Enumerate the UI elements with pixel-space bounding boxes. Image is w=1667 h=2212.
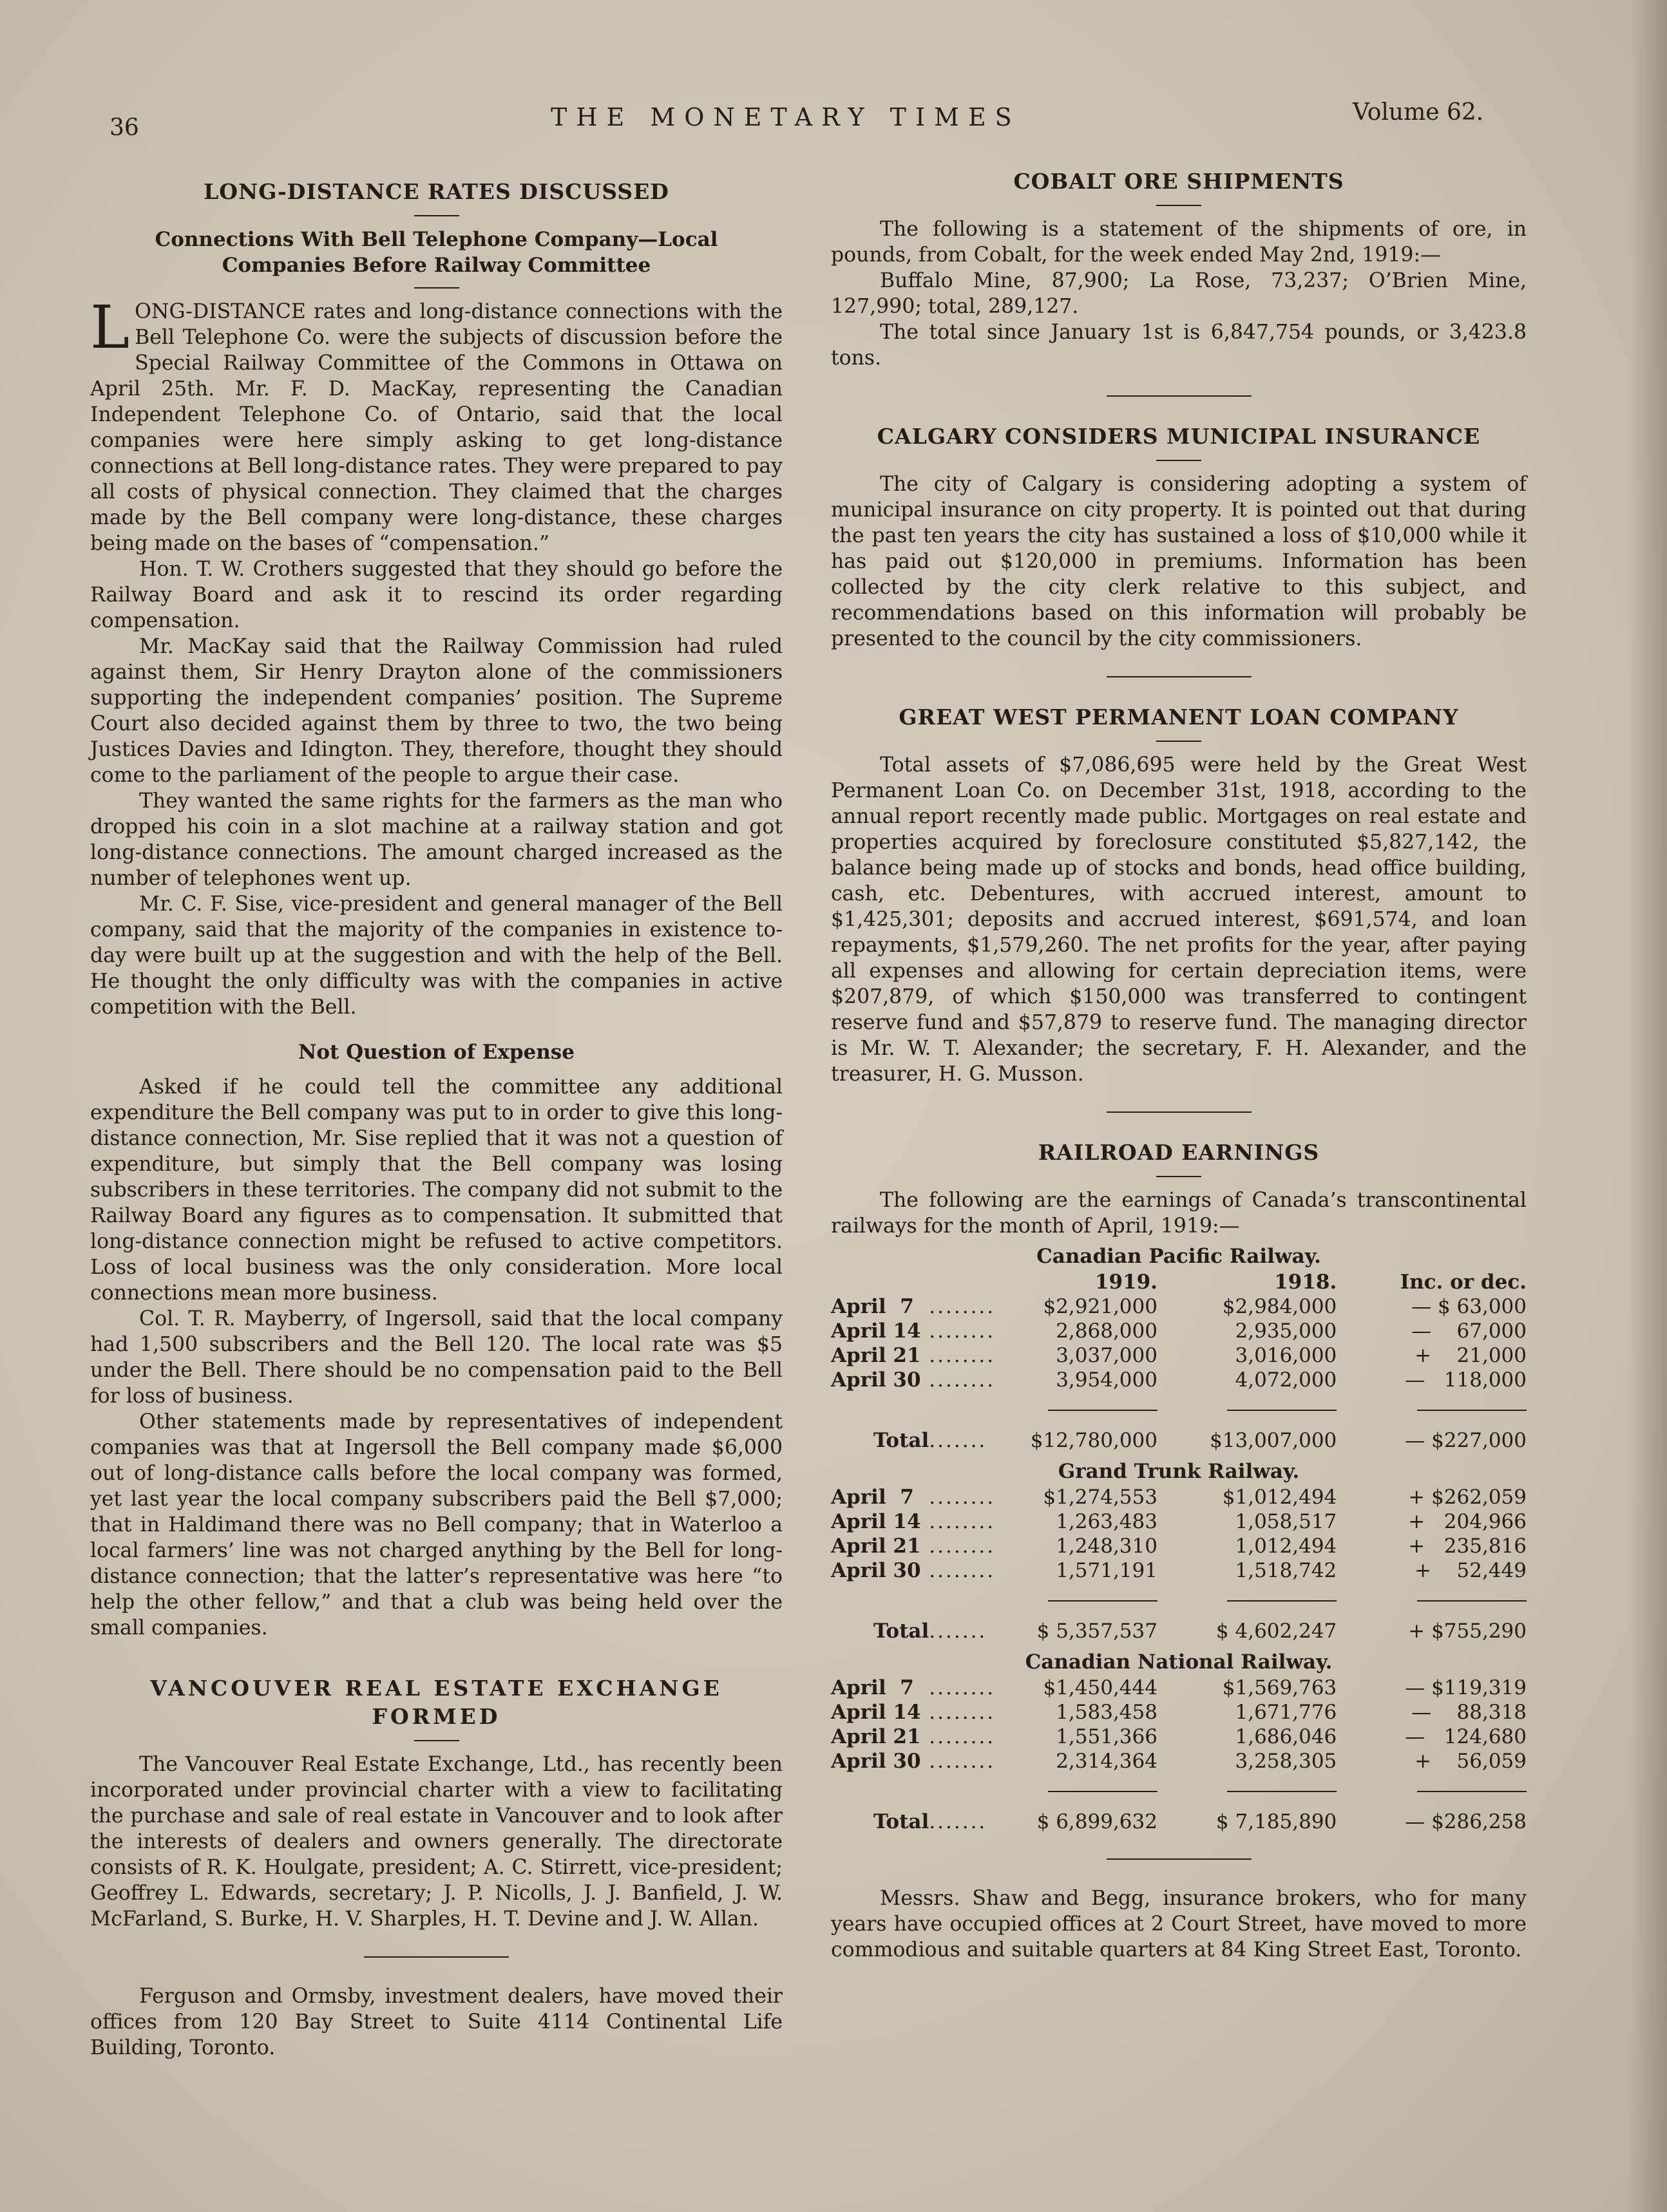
column-header: Inc. or dec.	[1400, 1271, 1527, 1294]
article-title: GREAT WEST PERMANENT LOAN COMPANY	[899, 704, 1459, 730]
section-subhead: Not Question of Expense	[298, 1041, 575, 1064]
title-rule	[1156, 205, 1201, 206]
table-row	[831, 1294, 1527, 1319]
total-rule	[1048, 1791, 1157, 1792]
row-label: April 30	[831, 1368, 921, 1392]
table-row	[831, 1725, 1527, 1749]
title-rule	[1156, 1176, 1201, 1177]
total-rule	[1048, 1410, 1157, 1411]
value-1919: 1,583,458	[1056, 1701, 1157, 1724]
value-1918: 2,935,000	[1235, 1319, 1337, 1343]
section-separator	[1107, 395, 1252, 397]
leader-dots: ........	[929, 1676, 996, 1699]
earnings-table-gtr	[831, 1485, 1527, 1643]
section-separator	[1107, 676, 1252, 677]
total-1918: $13,007,000	[1210, 1429, 1337, 1452]
railway-name: Canadian Pacific Railway.	[1036, 1245, 1321, 1268]
row-label: April 14	[831, 1510, 921, 1533]
total-rule	[1227, 1600, 1337, 1602]
paragraph: Buffalo Mine, 87,900; La Rose, 73,237; O’Brien Mine, 127,990; total, 289,127.	[831, 269, 1527, 318]
row-label: April 14	[831, 1319, 921, 1343]
total-rule	[1048, 1600, 1157, 1602]
row-label: April 30	[831, 1559, 921, 1582]
row-label: April 7	[831, 1295, 914, 1318]
leader-dots: .......	[929, 1620, 987, 1643]
total-rule	[1227, 1410, 1337, 1411]
page-header	[0, 97, 1667, 142]
section-separator	[1107, 1858, 1252, 1860]
publication-title: THE MONETARY TIMES	[551, 103, 1021, 131]
total-change: — $286,258	[1405, 1810, 1527, 1833]
railway-name: Canadian National Railway.	[1025, 1650, 1333, 1674]
value-change: + $262,059	[1408, 1486, 1527, 1509]
value-1918: 1,686,046	[1235, 1725, 1337, 1748]
leader-dots: ........	[929, 1535, 996, 1558]
paragraph	[90, 293, 783, 556]
title-rule	[414, 215, 459, 216]
row-label: April 21	[831, 1344, 921, 1367]
value-1919: 1,248,310	[1056, 1535, 1157, 1558]
value-1919: 3,954,000	[1056, 1368, 1157, 1392]
article-shaw-begg	[831, 1886, 1527, 1963]
table-body	[831, 1676, 1527, 1773]
title-rule	[414, 1740, 459, 1741]
leader-dots: .......	[929, 1429, 987, 1452]
article-title: VANCOUVER REAL ESTATE EXCHANGE FORMED	[150, 1676, 723, 1729]
total-1919: $12,780,000	[1030, 1429, 1157, 1452]
total-1919: $ 5,357,537	[1036, 1620, 1157, 1643]
paragraph: The city of Calgary is considering adopting a system of municipal insurance on city property. It is pointed out that during the past ten years the city has sustained a loss of $10,000 while it has paid out $120,000 in premiums. Information has been collected by the city clerk relative to this subject, and recommendations based on this information will probably be presented to the council by the city commissioners.	[831, 473, 1527, 650]
article-cobalt	[831, 167, 1527, 371]
total-rule-row	[831, 1773, 1527, 1798]
table-total-row	[831, 1607, 1527, 1643]
paragraph: Mr. C. F. Sise, vice-president and general manager of the Bell company, said that the majority of the companies in existence to-day were built up at the suggestion and with the help of the Bell. He thought the only difficulty was with the companies in active competition with the Bell.	[90, 893, 783, 1019]
table-row	[831, 1700, 1527, 1725]
table-row	[831, 1319, 1527, 1343]
paragraph: The following is a statement of the shipments of ore, in pounds, from Cobalt, for the week ended May 2nd, 1919:—	[831, 218, 1527, 267]
page-edge-shadow	[1628, 0, 1667, 2212]
value-1919: $1,274,553	[1043, 1486, 1157, 1509]
article-calgary	[831, 422, 1527, 652]
column-header: 1918.	[1274, 1271, 1337, 1294]
table-row	[831, 1485, 1527, 1509]
row-label: April 7	[831, 1676, 914, 1699]
row-label: April 30	[831, 1750, 921, 1773]
total-label: Total	[873, 1620, 929, 1643]
value-change: — 67,000	[1411, 1319, 1527, 1343]
subtitle-rule	[414, 287, 459, 288]
right-column	[831, 169, 1527, 1963]
value-change: — 124,680	[1405, 1725, 1527, 1748]
table-row	[831, 1749, 1527, 1773]
total-1918: $ 7,185,890	[1215, 1810, 1337, 1833]
article-great-west	[831, 703, 1527, 1087]
total-1919: $ 6,899,632	[1036, 1810, 1157, 1833]
value-1918: 1,518,742	[1235, 1559, 1337, 1582]
paragraph: Asked if he could tell the committee any additional expenditure the Bell company was put to in order to give this long-distance connection, Mr. Sise replied that it was not a question of expenditure, but simply that the Bell company was losing subscribers in these territories. The company did not submit to the Railway Board any figures as to compensation. It submitted that long-distance connection might be refused to active competitors. Loss of local business was the only consideration. More local connections mean more business.	[90, 1075, 783, 1305]
table-row	[831, 1558, 1527, 1583]
paragraph: Mr. MacKay said that the Railway Commission had ruled against them, Sir Henry Drayton alone of the commissioners supporting the independent companies’ position. The Supreme Court also decided against them by three to two, the two being Justices Davies and Idington. They, therefore, thought they should come to the parliament of the people to argue their case.	[90, 635, 783, 787]
paragraph: They wanted the same rights for the farmers as the man who dropped his coin in a slot machine at a railway station and got long-distance connections. The amount charged increased as the number of telephones went up.	[90, 789, 783, 890]
paragraph: Hon. T. W. Crothers suggested that they should go before the Railway Board and ask it to rescind its order regarding compensation.	[90, 558, 783, 632]
value-1918: 4,072,000	[1235, 1368, 1337, 1392]
total-label: Total	[873, 1429, 929, 1452]
value-1918: 3,016,000	[1235, 1344, 1337, 1367]
earnings-table-cnr	[831, 1676, 1527, 1834]
table-row	[831, 1368, 1527, 1392]
value-1919: 1,551,366	[1056, 1725, 1157, 1748]
total-change: + $755,290	[1408, 1620, 1527, 1643]
value-1919: 1,571,191	[1056, 1559, 1157, 1582]
drop-cap: L	[90, 293, 130, 362]
table-total-row	[831, 1417, 1527, 1453]
volume-label: Volume 62.	[1353, 99, 1484, 126]
leader-dots: ........	[929, 1725, 996, 1748]
article-vancouver	[90, 1674, 783, 1932]
leader-dots: ........	[929, 1319, 996, 1343]
value-1919: 2,868,000	[1056, 1319, 1157, 1343]
value-1918: 3,258,305	[1235, 1750, 1337, 1773]
value-change: — $ 63,000	[1411, 1295, 1527, 1318]
article-title: COBALT ORE SHIPMENTS	[1013, 169, 1344, 194]
value-1919: 2,314,364	[1056, 1750, 1157, 1773]
railway-name: Grand Trunk Railway.	[1058, 1460, 1300, 1483]
row-label: April 21	[831, 1535, 921, 1558]
leader-dots: ........	[929, 1701, 996, 1724]
paragraph-text: ONG-DISTANCE rates and long-distance connections with the Bell Telephone Co. were the subjects of discussion before the Special Railway Committee of the Commons in Ottawa on April 25th. Mr. F. D. MacKay, representing the Canadian Independent Telephone Co. of Ontario, said that the local companies were here simply asking to get long-distance connections at Bell long-distance rates. They were prepared to pay all costs of physical connection. They claimed that the charges made by the Bell company were long-distance, these charges being made on the bases of “compensation.”	[90, 300, 783, 555]
table-body	[831, 1294, 1527, 1392]
value-change: + 235,816	[1408, 1535, 1527, 1558]
paragraph: Messrs. Shaw and Begg, insurance brokers, who for many years have occupied offices at 2 Court Street, have moved to more commodious and suitable quarters at 84 King Street East, Toronto.	[831, 1887, 1527, 1961]
leader-dots: .......	[929, 1810, 987, 1833]
leader-dots: ........	[929, 1344, 996, 1367]
article-railroad-earnings	[831, 1139, 1527, 1834]
total-rule-row	[831, 1392, 1527, 1417]
leader-dots: ........	[929, 1368, 996, 1392]
total-rule	[1417, 1791, 1527, 1792]
section-separator	[1107, 1111, 1252, 1113]
row-label: April 21	[831, 1725, 921, 1748]
row-label: April 7	[831, 1486, 914, 1509]
total-change: — $227,000	[1405, 1429, 1527, 1452]
table-row	[831, 1534, 1527, 1558]
leader-dots: ........	[929, 1486, 996, 1509]
leader-dots: ........	[929, 1559, 996, 1582]
article-title: CALGARY CONSIDERS MUNICIPAL INSURANCE	[877, 424, 1481, 449]
row-label: April 14	[831, 1701, 921, 1724]
value-1918: 1,671,776	[1235, 1701, 1337, 1724]
total-rule	[1417, 1600, 1527, 1602]
earnings-table-cpr	[831, 1270, 1527, 1453]
title-rule	[1156, 460, 1201, 461]
value-change: + 21,000	[1415, 1344, 1527, 1367]
total-rule	[1417, 1410, 1527, 1411]
title-rule	[1156, 741, 1201, 742]
article-ferguson	[90, 1983, 783, 2061]
total-rule-row	[831, 1583, 1527, 1607]
value-1919: $2,921,000	[1043, 1295, 1157, 1318]
paragraph: The following are the earnings of Canada’s transcontinental railways for the month of April, 1919:—	[831, 1189, 1527, 1238]
section-separator	[364, 1956, 509, 1958]
value-1918: $1,569,763	[1222, 1676, 1337, 1699]
value-1918: 1,058,517	[1235, 1510, 1337, 1533]
table-header-row	[831, 1270, 1527, 1294]
column-header: 1919.	[1094, 1271, 1157, 1294]
value-1919: 3,037,000	[1056, 1344, 1157, 1367]
paragraph: Ferguson and Ormsby, investment dealers, have moved their offices from 120 Bay Street to Suite 4114 Continental Life Building, Toronto.	[90, 1985, 783, 2059]
page-number: 36	[110, 115, 139, 141]
value-1919: 1,263,483	[1056, 1510, 1157, 1533]
value-1918: 1,012,494	[1235, 1535, 1337, 1558]
table-row	[831, 1343, 1527, 1368]
value-change: + 204,966	[1408, 1510, 1527, 1533]
value-1918: $1,012,494	[1222, 1486, 1337, 1509]
value-change: — 118,000	[1405, 1368, 1527, 1392]
value-change: — $119,319	[1405, 1676, 1527, 1699]
total-label: Total	[873, 1810, 929, 1833]
table-total-row	[831, 1798, 1527, 1834]
value-1919: $1,450,444	[1043, 1676, 1157, 1699]
article-title: RAILROAD EARNINGS	[1038, 1140, 1320, 1165]
paragraph: The Vancouver Real Estate Exchange, Ltd., has recently been incorporated under provincial charter with a view to facilitating the purchase and sale of real estate in Vancouver and to look after the interests of dealers and owners generally. The directorate consists of R. K. Houlgate, president; A. C. Stirrett, vice-president; Geoffrey L. Edwards, secretary; J. P. Nicolls, J. J. Banfield, J. W. McFarland, S. Burke, H. V. Sharples, H. T. Devine and J. W. Allan.	[90, 1753, 783, 1931]
leader-dots: ........	[929, 1510, 996, 1533]
value-change: + 56,059	[1415, 1750, 1527, 1773]
paragraph: Col. T. R. Mayberry, of Ingersoll, said that the local company had 1,500 subscribers and the Bell 120. The local rate was $5 under the Bell. There should be no compensation paid to the Bell for loss of business.	[90, 1307, 783, 1408]
paragraph: The total since January 1st is 6,847,754 pounds, or 3,423.8 tons.	[831, 321, 1527, 370]
total-rule	[1227, 1791, 1337, 1792]
article-title: LONG-DISTANCE RATES DISCUSSED	[204, 179, 669, 204]
article-subtitle: Connections With Bell Telephone Company—Local Companies Before Railway Committee	[155, 228, 718, 277]
total-1918: $ 4,602,247	[1215, 1620, 1337, 1643]
value-1918: $2,984,000	[1222, 1295, 1337, 1318]
paragraph: Other statements made by representatives of independent companies was that at Ingersoll the Bell company made $6,000 out of long-distance calls before the local company was formed, yet last year the local company subscribers paid the Bell $7,000; that in Haldimand there was no Bell company; that in Waterloo a local farmers’ line was not charged anything by the Bell for long-distance connection; that the latter’s representative was here “to help the other fellow,” and that a club was being held over the small companies.	[90, 1410, 783, 1640]
paragraph: Total assets of $7,086,695 were held by the Great West Permanent Loan Co. on December 31st, 1918, according to the annual report recently made public. Mortgages on real estate and properties acquired by foreclosure constituted $5,827,142, the balance being made up of stocks and bonds, head office building, cash, etc. Debentures, with accrued interest, amount to $1,425,301; deposits and accrued interest, $691,574, and loan repayments, $1,579,260. The net profits for the year, after paying all expenses and allowing for certain depreciation items, were $207,879, of which $150,000 was transferred to contingent reserve fund and $57,879 to reserve fund. The managing director is Mr. W. T. Alexander; the secretary, F. H. Alexander, and the treasurer, H. G. Musson.	[831, 753, 1527, 1086]
table-row	[831, 1676, 1527, 1700]
left-column	[90, 174, 783, 2061]
table-body	[831, 1485, 1527, 1583]
leader-dots: ........	[929, 1295, 996, 1318]
table-row	[831, 1509, 1527, 1534]
value-change: + 52,449	[1415, 1559, 1527, 1582]
value-change: — 88,318	[1411, 1701, 1527, 1724]
leader-dots: ........	[929, 1750, 996, 1773]
article-long-distance	[90, 178, 783, 1641]
